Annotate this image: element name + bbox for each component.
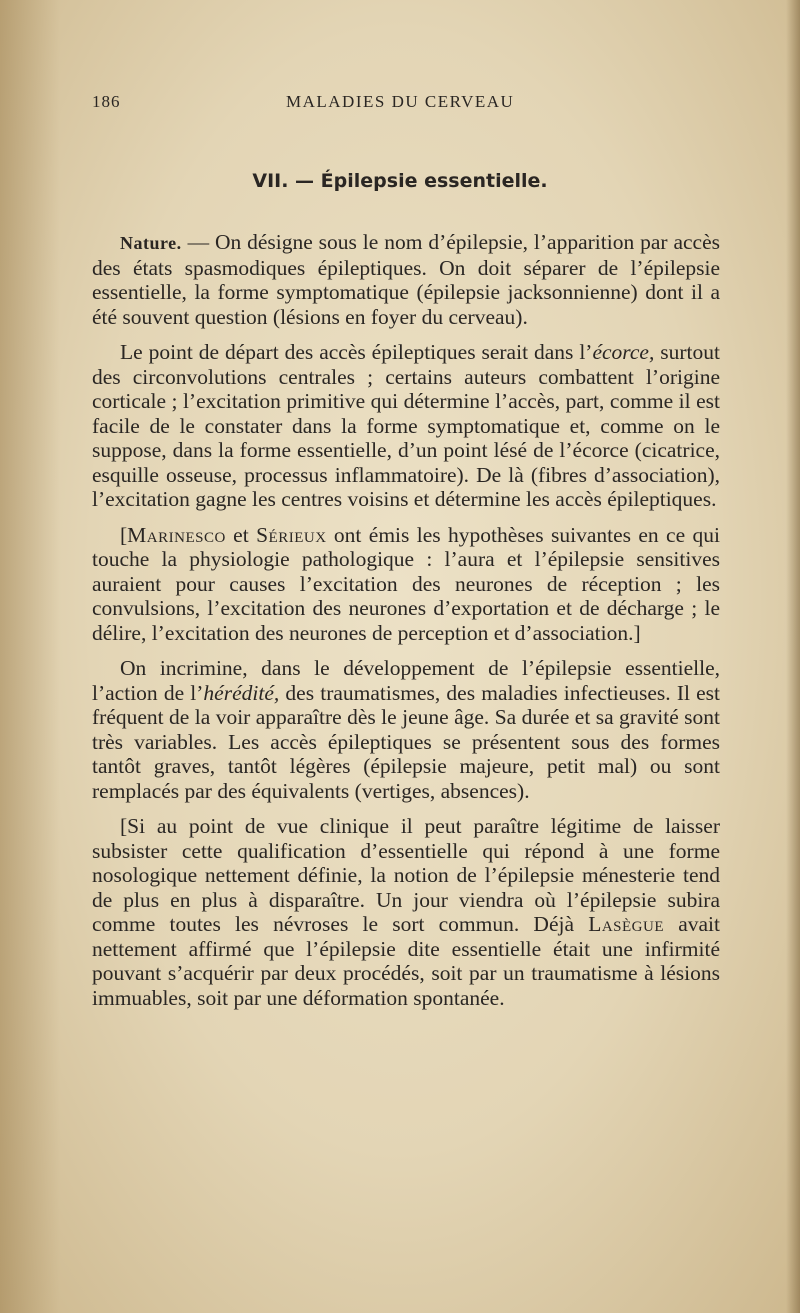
author-name-lasegue: Lasègue (588, 912, 665, 936)
paragraph-text: — On désigne sous le nom d’épilepsie, l’apparition par accès des états spasmodiques épileptiques. On doit séparer de l’épilepsie essentielle, la forme symptomatique (épilepsie jacksonnienne) dont il a été souvent question (lésions en foyer du cerveau). (92, 230, 720, 329)
paragraph-clinique (92, 814, 720, 1010)
paragraph-text: des traumatismes, des maladies infectieuses. Il est fréquent de la voir apparaître dès le jeune âge. Sa durée et sa gravité sont très variables. Les accès épileptiques se présentent sous des formes tantôt graves, tantôt légères (épilepsie majeure, petit mal) ou sont remplacés par des équivalents (vertiges, absences). (92, 680, 721, 803)
paragraph-marinesco (92, 523, 720, 646)
section-title: VII. — Épilepsie essentielle. (252, 170, 548, 192)
paragraph-text: [Si au point de vue clinique il peut paraître légitime de laisser subsister cette qualification d’essentielle qui répond à une forme nosologique nettement définie, la notion de l’épilepsie ménesterie tend de plus en plus à disparaître. Un jour viendra où l’épilepsie subira comme toutes les névroses le sort commun. Déjà (92, 814, 720, 936)
paragraph-text: On incrimine, dans le développement de l’épilepsie essentielle, l’action de l’ (92, 656, 720, 705)
paragraph-text: et (225, 522, 257, 547)
paragraph-text: Le point de départ des accès épileptiques serait dans l’ (120, 340, 593, 364)
body-text (92, 230, 720, 1021)
author-name-marinesco: Marinesco (127, 522, 226, 547)
paragraph-text: surtout des circonvolutions centrales ; certains auteurs combattent l’origine corticale ; l’excitation primitive qui détermine l’accès, part, comme il est facile de le constater dans la forme symptomatique et, comme on le suppose, dans la forme essentielle, d’un point lésé de l’écorce (cicatrice, esquille osseuse, processus inflammatoire). De là (fibres d’association), l’excitation gagne les centres voisins et détermine les accès épileptiques. (92, 340, 720, 511)
paragraph-nature (92, 230, 720, 329)
emphasis-ecorce: écorce, (592, 340, 655, 364)
paragraph-heredite (92, 656, 720, 803)
paragraph-text: ont émis les hypothèses suivantes en ce qui touche la physiologie pathologique : l’aura et l’épilepsie sensitives auraient pour causes l’excitation des neurones de réception ; les convulsions, l’excitation des neurones d’exportation et de décharge ; le délire, l’excitation des neurones de perception et d’association.] (92, 522, 720, 645)
page-edge-shadow-right (786, 0, 800, 1313)
paragraph-point-de-depart (92, 340, 720, 512)
paragraph-lead-nature: Nature. (120, 233, 182, 253)
running-title: MALADIES DU CERVEAU (286, 92, 515, 111)
page-edge-shadow-left (0, 0, 60, 1313)
page-number: 186 (92, 92, 121, 111)
running-header (92, 92, 712, 116)
paragraph-text: avait nettement affirmé que l’épilepsie dite essentielle était une infirmité pouvant s’acquérir par deux procédés, soit par un traumatisme à lésions immuables, soit par une déformation spontanée. (92, 912, 720, 1010)
author-name-serieux: Sérieux (256, 522, 327, 547)
bracket-open: [ (120, 522, 128, 547)
emphasis-heredite: hérédité, (203, 680, 280, 705)
